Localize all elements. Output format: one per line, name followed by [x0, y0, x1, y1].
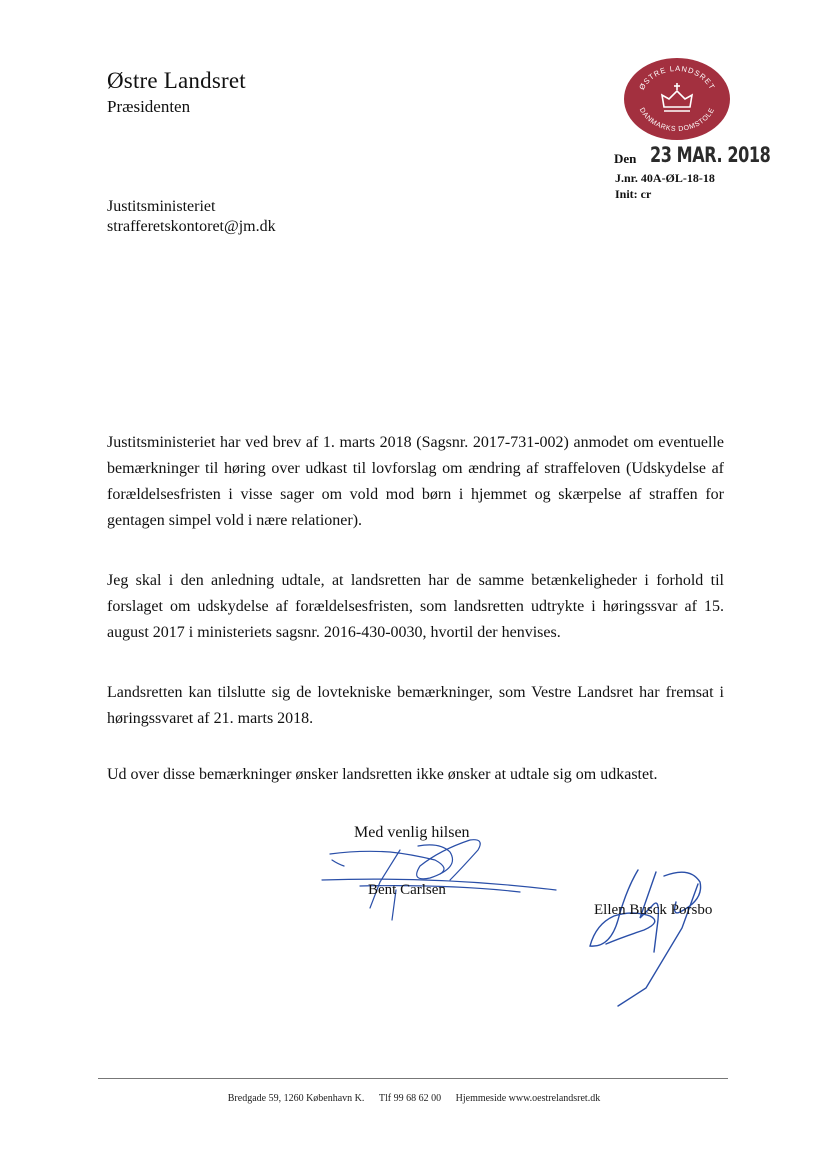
footer-address: Bredgade 59, 1260 København K. — [227, 1093, 365, 1104]
body-paragraph: Jeg skal i den anledning udtale, at landsretten har de samme betænkeligheder i forhold til forslaget om udskydelse af forældelsesfristen, som landsretten udtrykte i høringssvar af 15. august 2017 i ministeriets sagsnr. 2016-430-0030, hvortil der henvises. — [107, 572, 724, 641]
closing-greeting: Med venlig hilsen — [354, 824, 470, 841]
court-name: Østre Landsret — [107, 68, 246, 93]
date-label: Den — [614, 151, 637, 166]
signature-scribble-carlsen — [322, 840, 556, 920]
handwritten-signatures — [300, 820, 760, 1020]
footer-website: Hjemmeside www.oestrelandsret.dk — [455, 1093, 601, 1104]
recipient-email: strafferetskontoret@jm.dk — [107, 218, 276, 235]
court-subtitle: Præsidenten — [107, 97, 191, 116]
footer — [0, 1093, 828, 1104]
seal-text-bottom: DANMARKS DOMSTOLE — [637, 106, 717, 134]
signer-name: Ellen Busck Porsbo — [594, 902, 713, 918]
recipient-name: Justitsministeriet — [107, 198, 216, 215]
initials: Init: cr — [615, 187, 652, 201]
date-stamp — [614, 143, 792, 167]
journal-number: J.nr. 40A-ØL-18-18 — [615, 171, 715, 185]
footer-divider — [98, 1078, 728, 1079]
footer-phone: Tlf 99 68 62 00 — [378, 1093, 442, 1104]
seal-text-top: ØSTRE LANDSRET — [637, 63, 717, 92]
body-paragraph: Ud over disse bemærkninger ønsker landsretten ikke ønsker at udtale sig om udkastet. — [107, 766, 658, 783]
body-paragraph: Justitsministeriet har ved brev af 1. marts 2018 (Sagsnr. 2017-731-002) anmodet om eventuelle bemærkninger til høring over udkast til lovforslag om ændring af straffeloven (Udskydelse af forældelsesfristen i visse sager om vold mod børn i hjemmet og skærpelse af straffen for gentagen simpel vold i nære relationer). — [107, 434, 724, 529]
date-stamp-value: 23 MAR. 2018 — [650, 143, 771, 167]
signature-scribble-porsbo — [590, 870, 701, 1006]
body-paragraph: Landsretten kan tilslutte sig de lovtekniske bemærkninger, som Vestre Landsret har fremsat i høringssvaret af 21. marts 2018. — [107, 684, 724, 727]
signer-name: Bent Carlsen — [368, 882, 446, 898]
court-seal-icon — [623, 57, 731, 141]
